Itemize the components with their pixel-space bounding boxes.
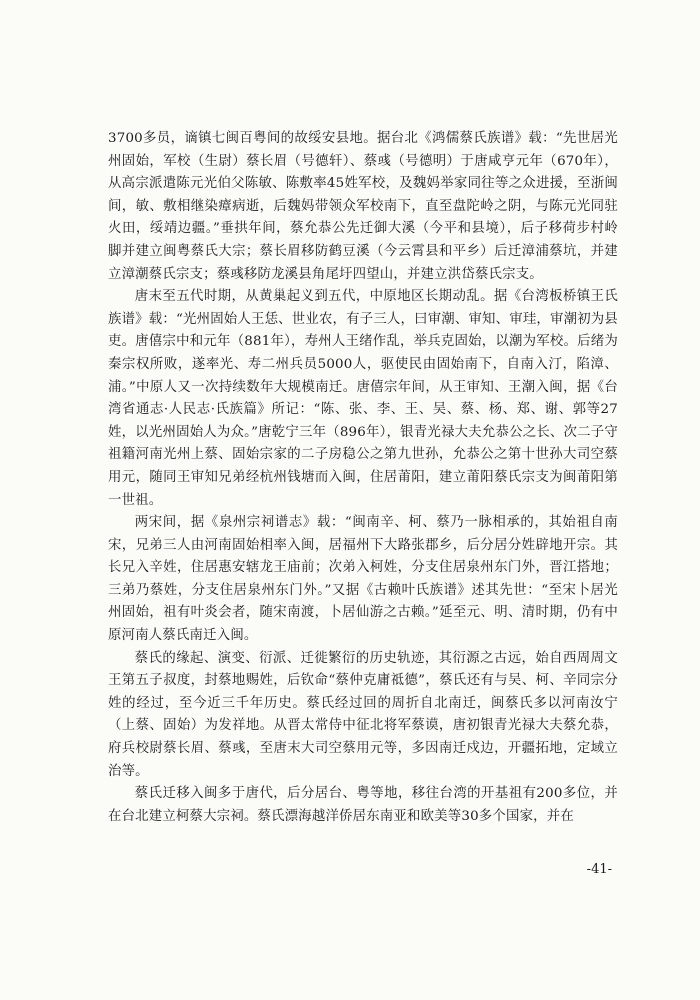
page-number: -41- xyxy=(586,862,612,877)
paragraph-2: 唐末至五代时期，从黄巢起义到五代，中原地区长期动乱。据《台湾板桥镇王氏族谱》载：“光州固始人王恁、世业农，有子三人，曰审潮、审知、审珪，审潮初为县吏。唐僖宗中和元年（881年），寿州人王绪作乱，举兵克固始，以潮为军校。后绪为秦宗权所败，遂率光、寿二州兵员5000人，驱使民由固始南下，自南入汀，陷漳、浦。”中原人又一次持续数年大规模南迁。唐僖宗年间，从王审知、王潮入闽，据《台湾省通志·人民志·氏族篇》所记：“陈、张、李、王、吴、蔡、杨、郑、谢、郭等27姓，以光州固始人为众。”唐乾宁三年（896年），银青光禄大夫允恭公之长、次二子守祖籍河南光州上蔡、固始宗家的二子房稳公之第九世孙，允恭公之第十世孙大司空蔡用元，随同王审知兄弟经杭州钱塘而入闽，住居莆阳，建立莆阳蔡氏宗支为闽莆阳第一世祖。 xyxy=(108,289,618,508)
document-page xyxy=(108,128,618,828)
paragraph-3: 两宋间，据《泉州宗祠谱志》载：“闽南辛、柯、蔡乃一脉相承的，其始祖自南宋，兄弟三人由河南固始相率入闽，居福州下大路张郡乡，后分居分姓辟地开宗。其长兄入辛姓，住居惠安辖龙王庙前；次弟入柯姓，分支住居泉州东门外，晋江搭地；三弟乃蔡姓，分支住居泉州东门外。”又据《古赖叶氏族谱》述其先世：“至宋卜居光州固始，祖有叶炎会者，随宋南渡，卜居仙游之古赖。”延至元、明、清时期，仍有中原河南人蔡氏南迁入闽。 xyxy=(108,515,618,644)
paragraph-4: 蔡氏的缘起、演变、衍派、迁徙繁衍的历史轨迹，其衍源之古远，始自西周周文王第五子叔度，封蔡地赐姓，后钦命“蔡仲克庸祗德”，蔡氏还有与吴、柯、辛同宗分姓的经过，至今近三千年历史。蔡氏经过回的周折自北南迁，闽蔡氏多以河南汝宁（上蔡、固始）为发祥地。从晋太常侍中征北将军蔡谟，唐初银青光禄大夫蔡允恭，府兵校尉蔡长眉、蔡彧，至唐末大司空蔡用元等，多因南迁戍边，开疆拓地，定域立治等。 xyxy=(108,650,618,779)
paragraph-1: 3700多员，谪镇七闽百粤间的故绥安县地。据台北《鸿儒蔡氏族谱》载：“先世居光州固始，军校（生尉）蔡长眉（号德轩）、蔡彧（号德明）于唐咸亨元年（670年），从高宗派遣陈元光伯父陈敏、陈敷率45姓军校，及魏妈举家同往等之众进援，至浙闽间，敏、敷相继染瘴病逝，后魏妈带领众军校南下，直至盘陀岭之阴，与陈元光同驻火田，绥靖边疆。”垂拱年间，蔡允恭公先迁御大溪（今平和县境），后子移荷步村岭脚并建立闽粤蔡氏大宗；蔡长眉移防鹤豆溪（今云霄县和平乡）后迁漳浦蔡坑，并建立漳潮蔡氏宗支；蔡彧移防龙溪县角尾圩四望山，并建立洪岱蔡氏宗支。 xyxy=(108,131,618,282)
paragraph-5: 蔡氏迁移入闽多于唐代，后分居台、粤等地，移往台湾的开基祖有200多位，并在台北建立柯蔡大宗祠。蔡氏漂海越洋侨居东南亚和欧美等30多个国家，并在 xyxy=(108,786,618,824)
